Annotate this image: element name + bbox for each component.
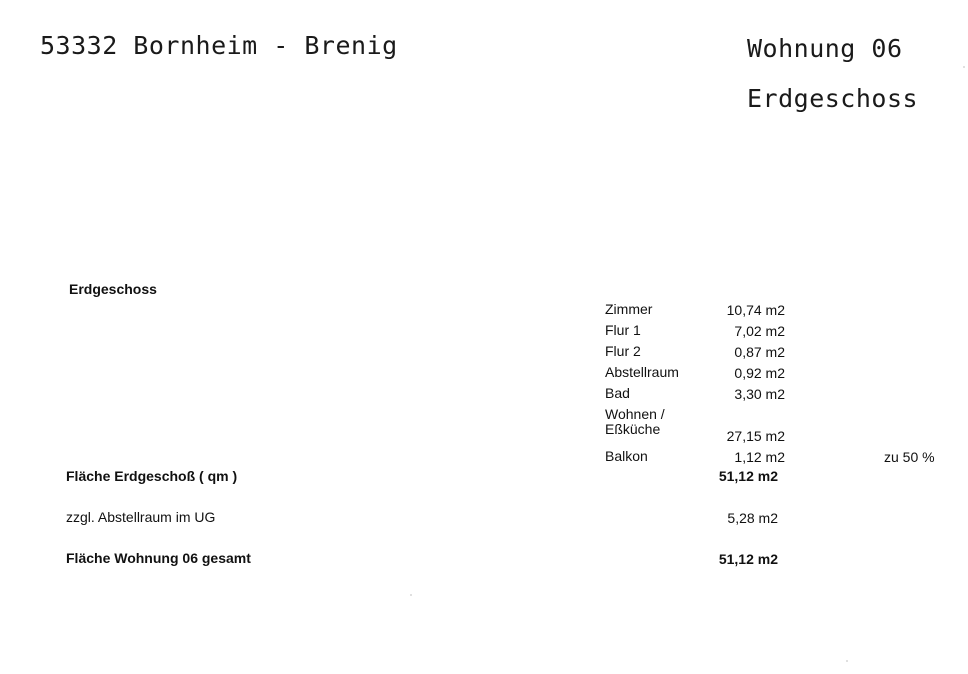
extra-storage-label: zzgl. Abstellraum im UG <box>66 509 216 525</box>
floor-total-label: Fläche Erdgeschoß ( qm ) <box>66 468 238 484</box>
room-row-flur-2 <box>605 344 785 365</box>
room-row-wohnen-esskueche <box>605 407 785 449</box>
grand-total-value: 51,12 m2 <box>718 551 778 567</box>
scan-speck <box>410 594 412 596</box>
room-area: 10,74 m2 <box>726 302 785 318</box>
room-name: Flur 1 <box>605 322 641 338</box>
room-area: 7,02 m2 <box>734 323 785 339</box>
room-row-balkon <box>605 449 785 470</box>
property-address: 53332 Bornheim - Brenig <box>40 31 398 60</box>
room-name <box>605 407 665 436</box>
room-area: 3,30 m2 <box>734 386 785 402</box>
apartment-number: Wohnung 06 <box>747 34 903 63</box>
balcony-note: zu 50 % <box>884 449 935 465</box>
room-name-line-2: Eßküche <box>605 420 661 437</box>
room-area: 1,12 m2 <box>734 449 785 465</box>
room-name: Zimmer <box>605 301 653 317</box>
room-row-bad <box>605 386 785 407</box>
room-name: Abstellraum <box>605 364 679 380</box>
scan-speck <box>963 66 965 68</box>
room-row-abstellraum <box>605 365 785 386</box>
room-row-flur-1 <box>605 323 785 344</box>
room-area: 27,15 m2 <box>726 428 785 444</box>
room-name: Bad <box>605 385 630 401</box>
room-area: 0,92 m2 <box>734 365 785 381</box>
grand-total-label: Fläche Wohnung 06 gesamt <box>66 550 251 566</box>
section-heading: Erdgeschoss <box>69 281 157 297</box>
scan-speck <box>846 660 848 662</box>
room-row-zimmer <box>605 302 785 323</box>
room-name: Balkon <box>605 448 648 464</box>
room-area: 0,87 m2 <box>734 344 785 360</box>
floor-total-value: 51,12 m2 <box>718 468 778 484</box>
room-list <box>605 302 785 470</box>
floor-title: Erdgeschoss <box>747 84 919 113</box>
room-name-line-1: Wohnen / <box>605 406 665 422</box>
room-name: Flur 2 <box>605 343 641 359</box>
extra-storage-value: 5,28 m2 <box>727 510 778 526</box>
